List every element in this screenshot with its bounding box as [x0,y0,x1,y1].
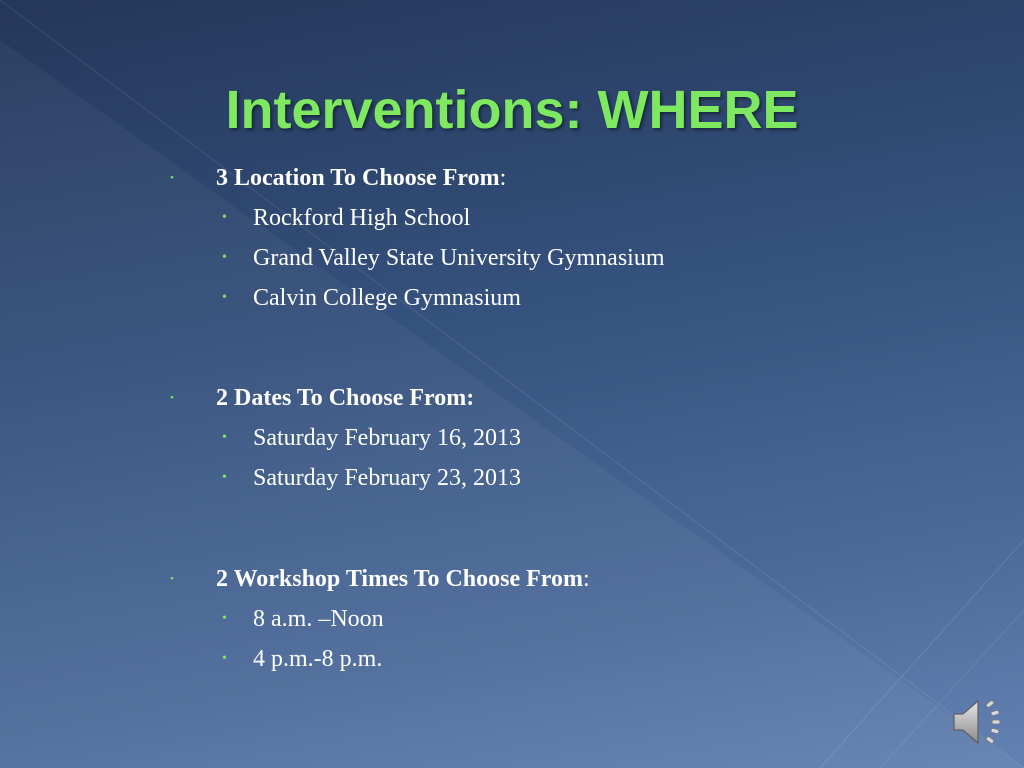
bullet-icon: • [170,392,174,404]
locations-heading-text: 3 Location To Choose From [216,165,500,191]
date-item [0,458,1024,498]
location-item [0,198,1024,238]
locations-section [0,158,1024,318]
times-heading [0,559,1024,599]
bullet-icon: • [170,172,174,184]
bullet-icon: • [222,290,227,305]
bullet-icon: • [222,250,227,265]
bullet-icon: • [222,430,227,445]
speaker-icon[interactable] [948,694,1008,750]
bullet-icon: • [222,611,227,626]
bullet-icon: • [170,573,174,585]
date-item [0,418,1024,458]
dates-heading [0,378,1024,418]
location-item [0,278,1024,318]
locations-heading-colon: : [499,165,507,191]
bullet-icon: • [222,651,227,666]
date-item-text: Saturday February 16, 2013 [253,425,521,451]
location-item-text: Calvin College Gymnasium [253,285,521,311]
time-item [0,599,1024,639]
location-item [0,238,1024,278]
times-heading-colon: : [582,566,590,592]
slide-title: Interventions: WHERE [225,80,799,140]
dates-heading-text: 2 Dates To Choose From: [216,385,475,411]
times-heading-text: 2 Workshop Times To Choose From [216,566,583,592]
time-item-text: 8 a.m. –Noon [253,606,384,632]
location-item-text: Grand Valley State University Gymnasium [253,245,665,271]
bullet-icon: • [222,210,227,225]
dates-section [0,378,1024,498]
location-item-text: Rockford High School [253,205,471,231]
time-item-text: 4 p.m.-8 p.m. [253,646,383,672]
locations-heading [0,158,1024,198]
date-item-text: Saturday February 23, 2013 [253,465,521,491]
bullet-icon: • [222,470,227,485]
time-item [0,639,1024,679]
times-section [0,559,1024,679]
